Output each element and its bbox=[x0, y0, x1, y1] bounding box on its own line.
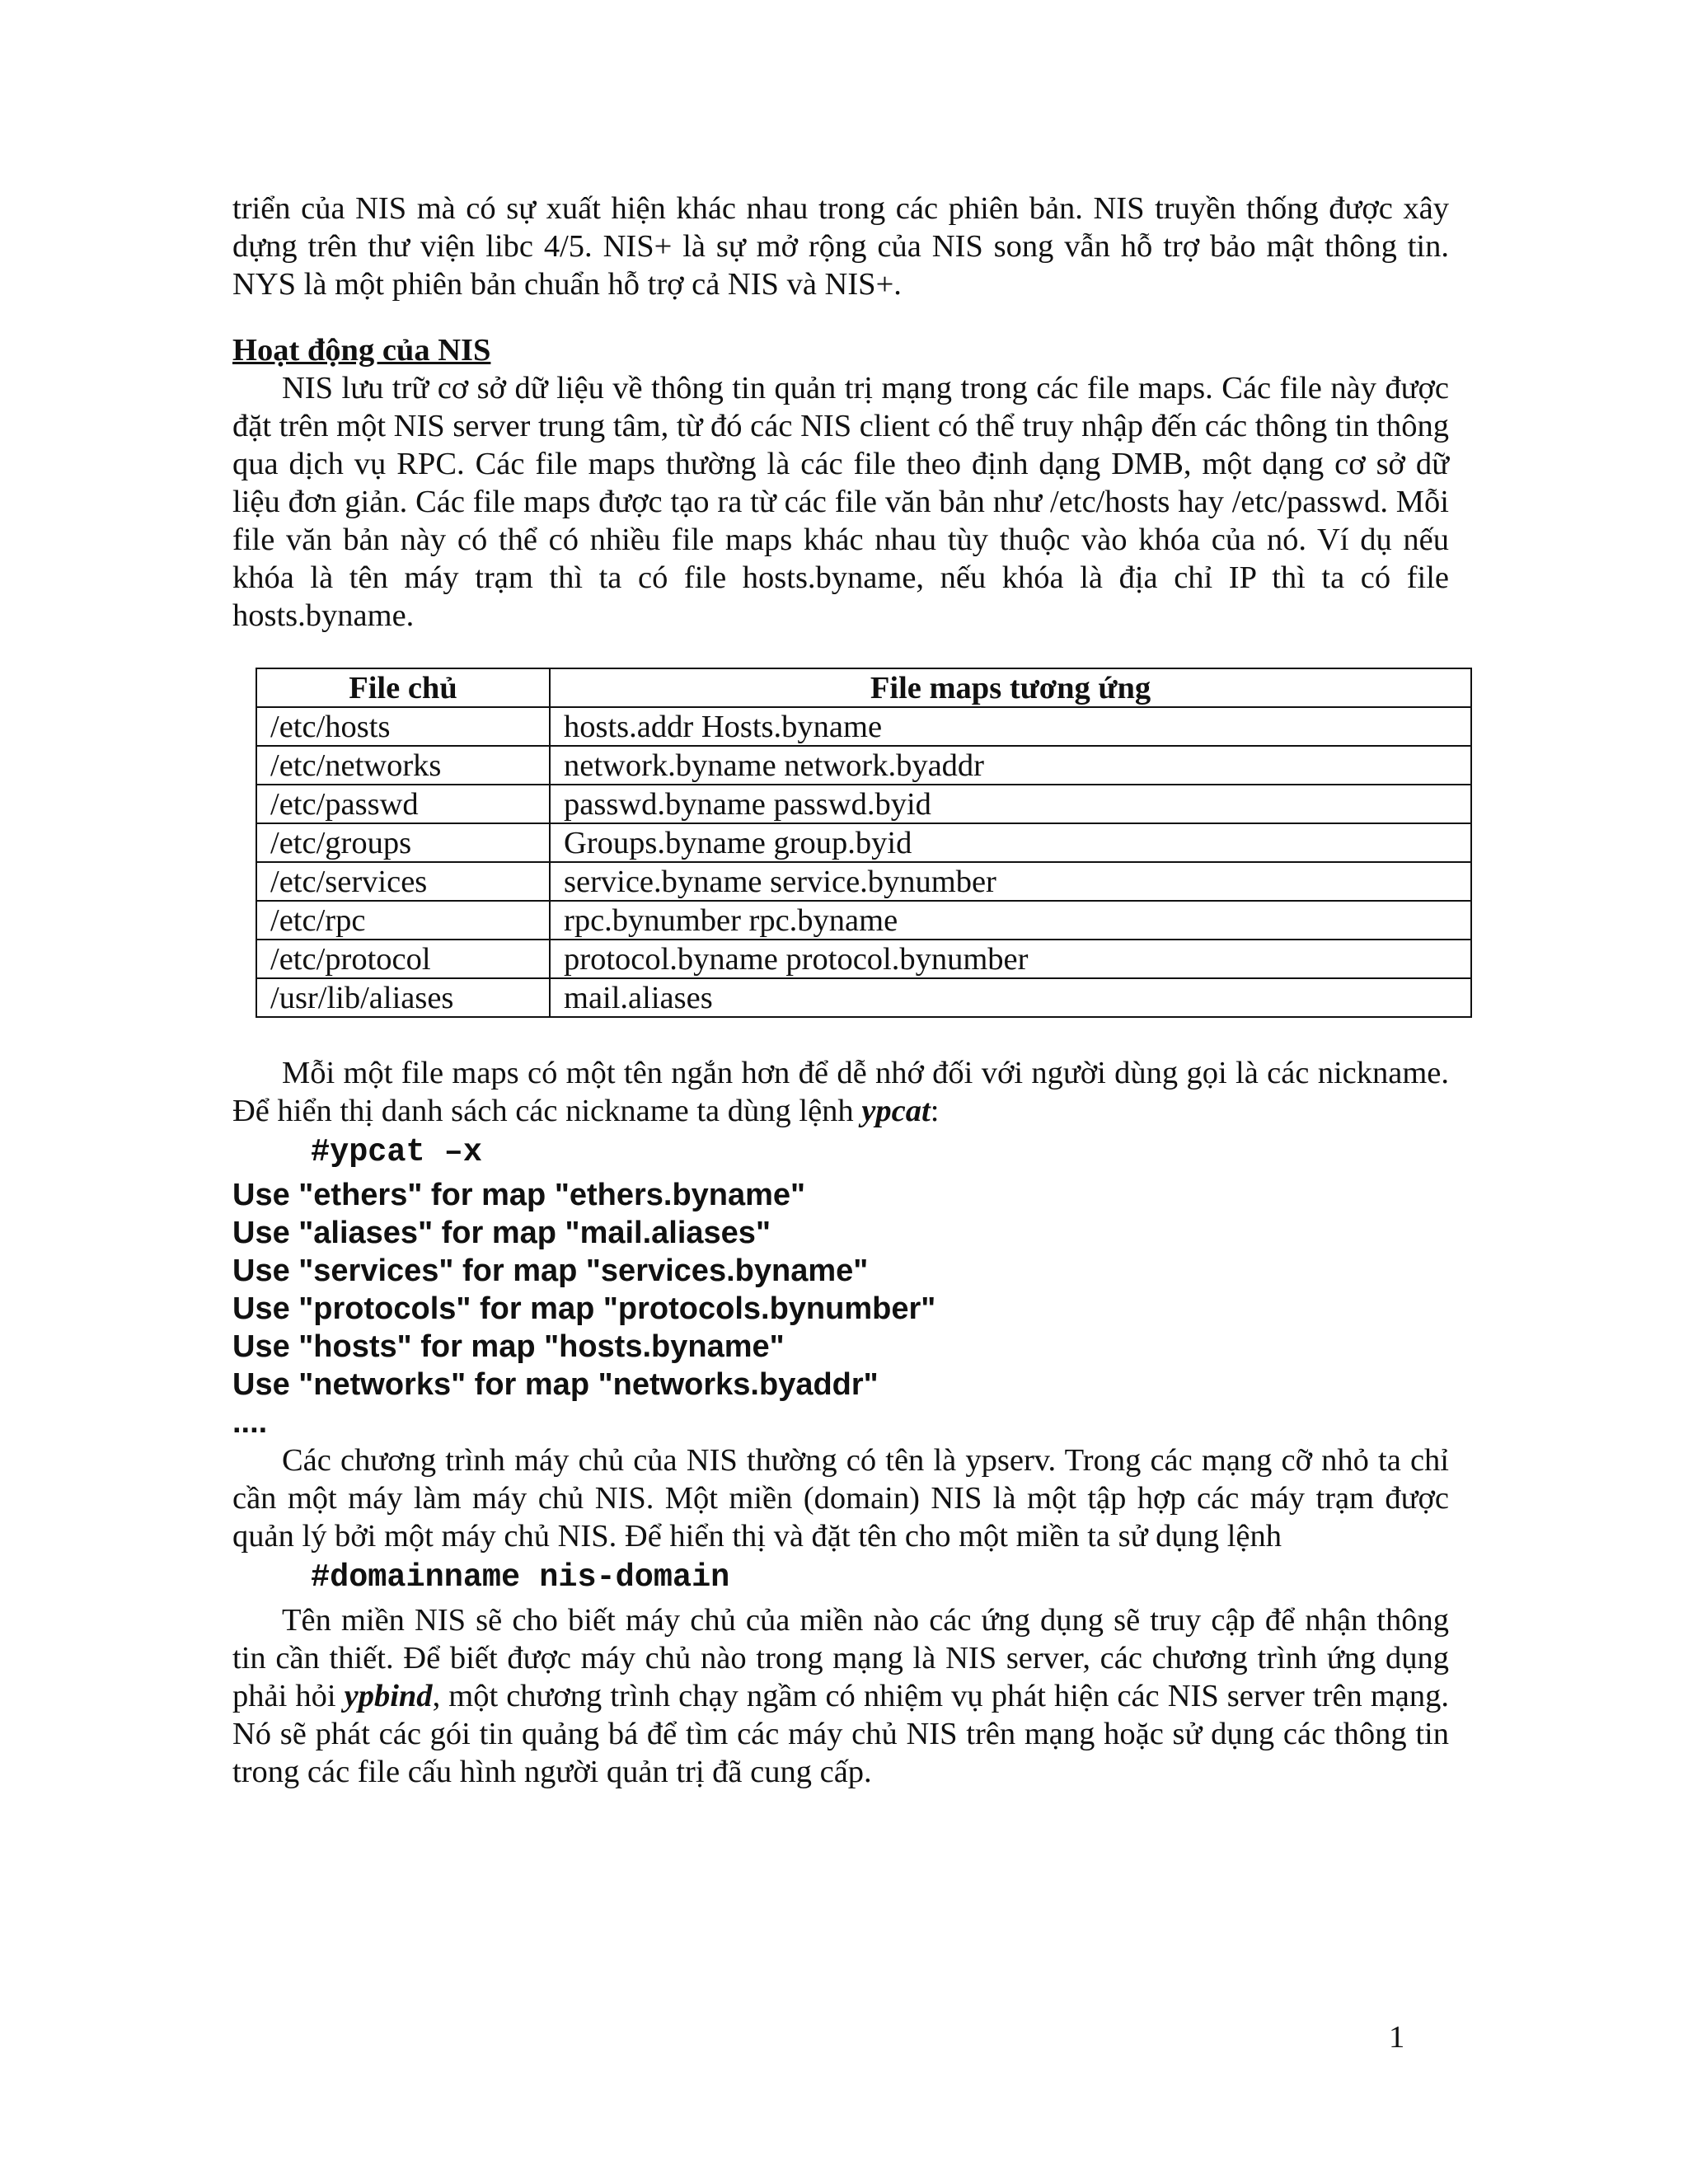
output-line: Use "aliases" for map "mail.aliases" bbox=[232, 1216, 771, 1250]
table-cell: /etc/protocol bbox=[256, 940, 550, 978]
ypcat-command: #ypcat –x bbox=[311, 1134, 482, 1170]
domain-paragraph bbox=[232, 1601, 1449, 1791]
ypcat-keyword: ypcat bbox=[861, 1094, 931, 1128]
section-heading: Hoạt động của NIS bbox=[232, 333, 491, 368]
table-cell: /etc/services bbox=[256, 862, 550, 901]
page-number: 1 bbox=[1389, 2020, 1405, 2055]
table-row bbox=[256, 785, 1471, 823]
table-cell: network.byname network.byaddr bbox=[550, 746, 1471, 785]
table-cell: hosts.addr Hosts.byname bbox=[550, 707, 1471, 746]
table-cell: Groups.byname group.byid bbox=[550, 823, 1471, 862]
table-row bbox=[256, 862, 1471, 901]
table-row bbox=[256, 707, 1471, 746]
table-header-cell: File maps tương ứng bbox=[550, 668, 1471, 707]
output-line: Use "protocols" for map "protocols.bynumber" bbox=[232, 1291, 936, 1326]
file-maps-table bbox=[256, 668, 1472, 1018]
table-header-cell: File chủ bbox=[256, 668, 550, 707]
ypcat-output bbox=[232, 1176, 1449, 1441]
table-cell: passwd.byname passwd.byid bbox=[550, 785, 1471, 823]
table-header-row bbox=[256, 668, 1471, 707]
table-cell: rpc.bynumber rpc.byname bbox=[550, 901, 1471, 940]
table-cell: /etc/hosts bbox=[256, 707, 550, 746]
document-page bbox=[232, 190, 1449, 1791]
table-cell: protocol.byname protocol.bynumber bbox=[550, 940, 1471, 978]
table-cell: /etc/passwd bbox=[256, 785, 550, 823]
output-line: .... bbox=[232, 1405, 268, 1440]
table-cell: /etc/groups bbox=[256, 823, 550, 862]
table-cell: service.byname service.bynumber bbox=[550, 862, 1471, 901]
table-cell: mail.aliases bbox=[550, 978, 1471, 1017]
ypbind-keyword: ypbind bbox=[344, 1679, 433, 1713]
intro-paragraph: triển của NIS mà có sự xuất hiện khác nhau trong các phiên bản. NIS truyền thống được xây dựng trên thư viện libc 4/5. NIS+ là sự mở rộng của NIS song vẫn hỗ trợ bảo mật thông tin. NYS là một phiên bản chuẩn hỗ trợ cả NIS và NIS+. bbox=[232, 191, 1449, 302]
nickname-paragraph bbox=[232, 1054, 1449, 1130]
section-paragraph: NIS lưu trữ cơ sở dữ liệu về thông tin quản trị mạng trong các file maps. Các file này được đặt trên một NIS server trung tâm, từ đó các NIS client có thể truy nhập đến các thông tin thông qua dịch vụ RPC. Các file maps thường là các file theo định dạng DMB, một dạng cơ sở dữ liệu đơn giản. Các file maps được tạo ra từ các file văn bản như /etc/hosts hay /etc/passwd. Mỗi file văn bản này có thể có nhiều file maps khác nhau tùy thuộc vào khóa của nó. Ví dụ nếu khóa là tên máy trạm thì ta có file hosts.byname, nếu khóa là địa chỉ IP thì ta có file hosts.byname. bbox=[232, 371, 1449, 633]
table-cell: /usr/lib/aliases bbox=[256, 978, 550, 1017]
nickname-text: Mỗi một file maps có một tên ngắn hơn để dễ nhớ đối với người dùng gọi là các nickname. Để hiển thị danh sách các nickname ta dùng lệnh bbox=[232, 1056, 1449, 1128]
table-row bbox=[256, 901, 1471, 940]
table-row bbox=[256, 978, 1471, 1017]
output-line: Use "hosts" for map "hosts.byname" bbox=[232, 1329, 785, 1364]
nickname-text-end: : bbox=[930, 1094, 940, 1128]
domain-text-end: , một chương trình chạy ngầm có nhiệm vụ phát hiện các NIS server trên mạng. Nó sẽ phát các gói tin quảng bá để tìm các máy chủ NIS trên mạng hoặc sử dụng các thông tin trong các file cấu hình người quản trị đã cung cấp. bbox=[232, 1679, 1449, 1789]
table-cell: /etc/rpc bbox=[256, 901, 550, 940]
table-row bbox=[256, 823, 1471, 862]
output-line: Use "services" for map "services.byname" bbox=[232, 1254, 869, 1288]
table-row bbox=[256, 940, 1471, 978]
domain-text: Tên miền NIS sẽ cho biết máy chủ của miền nào các ứng dụng sẽ truy cập để nhận thông tin cần thiết. Để biết được máy chủ nào trong mạng là NIS server, các chương trình ứng dụng phải hỏi bbox=[232, 1603, 1449, 1713]
table-cell: /etc/networks bbox=[256, 746, 550, 785]
output-line: Use "networks" for map "networks.byaddr" bbox=[232, 1367, 879, 1402]
domainname-command: #domainname nis-domain bbox=[311, 1559, 730, 1596]
server-paragraph: Các chương trình máy chủ của NIS thường có tên là ypserv. Trong các mạng cỡ nhỏ ta chỉ cần một máy làm máy chủ NIS. Một miền (domain) NIS là một tập hợp các máy trạm được quản lý bởi một máy chủ NIS. Để hiển thị và đặt tên cho một miền ta sử dụng lệnh bbox=[232, 1443, 1449, 1554]
table-row bbox=[256, 746, 1471, 785]
output-line: Use "ethers" for map "ethers.byname" bbox=[232, 1178, 806, 1212]
